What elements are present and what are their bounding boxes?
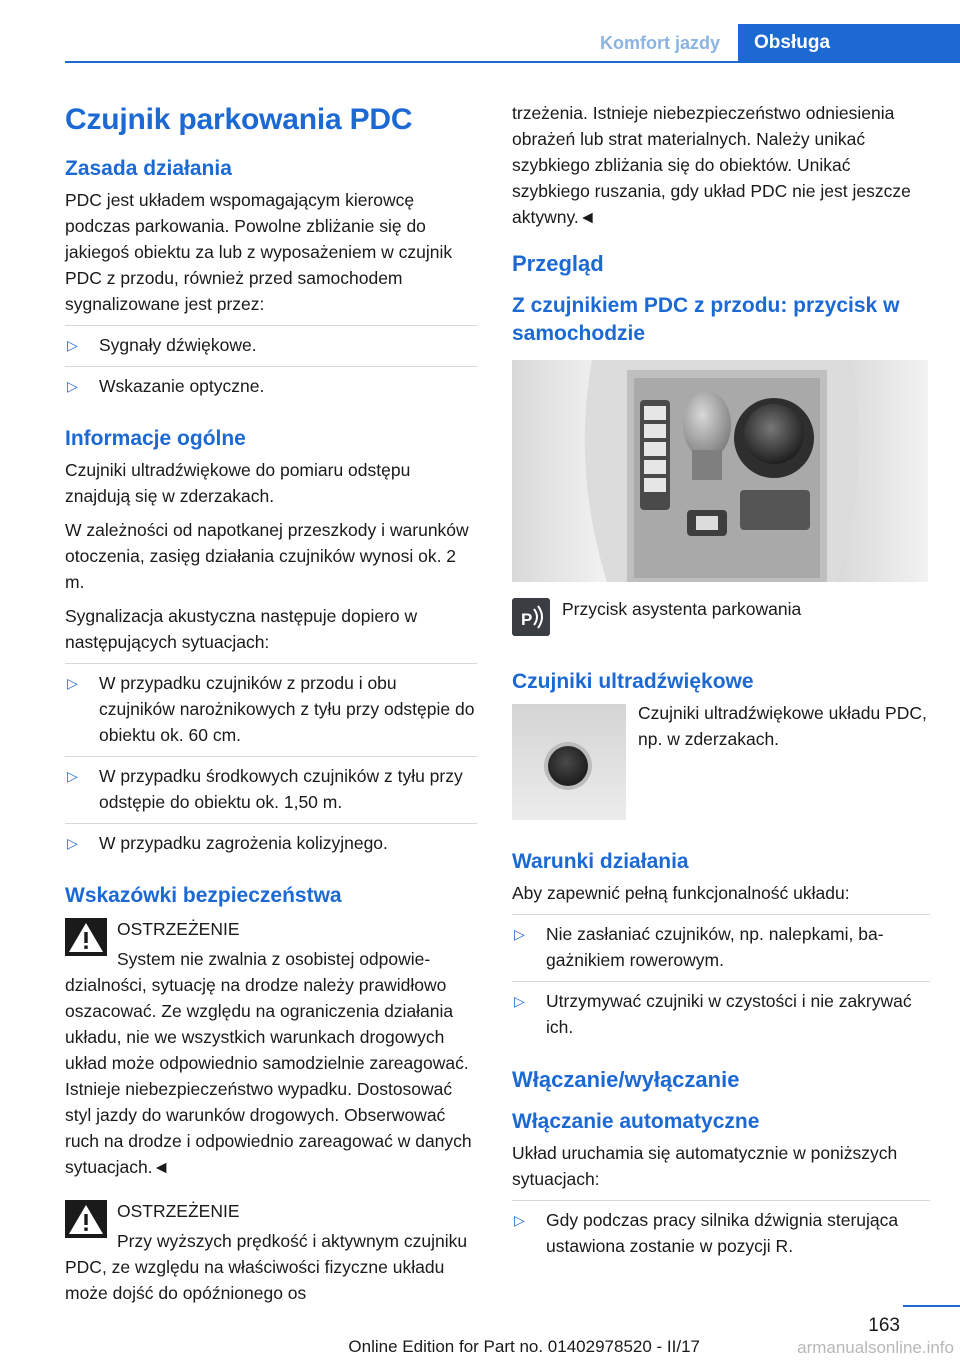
bullet-list bbox=[512, 1200, 930, 1267]
paragraph: Sygnalizacja akustyczna następuje dopiero w następujących sytuacjach: bbox=[65, 606, 418, 652]
sensor-block bbox=[512, 704, 930, 826]
section-heading-informacje: Informacje ogólne bbox=[65, 427, 246, 450]
list-item: ▷ Utrzymywać czujniki w czystości i nie zakrywać ich. bbox=[512, 981, 930, 1048]
section-heading-wlaczanie: Włączanie/wyłączanie bbox=[512, 1067, 740, 1092]
section-heading-czujniki: Czujniki ultradźwiękowe bbox=[512, 670, 754, 693]
warning-triangle-icon bbox=[65, 918, 107, 956]
bullet-list bbox=[65, 663, 477, 864]
bullet-list bbox=[512, 914, 930, 1048]
edition-text: Online Edition for Part no. 01402978520 - II/17 bbox=[348, 1337, 700, 1356]
section-heading-warunki: Warunki działania bbox=[512, 850, 689, 873]
ultrasonic-sensor-icon bbox=[548, 746, 588, 786]
paragraph: W zależności od napotkanej przeszkody i warunków otoczenia, zasięg działania czujników wynosi ok. 2 m. bbox=[65, 520, 469, 592]
button-caption bbox=[512, 596, 930, 642]
triangle-bullet-icon: ▷ bbox=[67, 378, 78, 394]
sensor-photo bbox=[512, 704, 626, 820]
section-heading-zasada: Zasada działania bbox=[65, 157, 232, 180]
list-item: ▷ Sygnały dźwiękowe. bbox=[65, 325, 477, 366]
section-heading-z-czujnikiem: Z czujnikiem PDC z przodu: przycisk w samochodzie bbox=[512, 294, 900, 345]
section-heading-automatyczne: Włączanie automatyczne bbox=[512, 1110, 760, 1133]
header-divider bbox=[65, 61, 960, 63]
watermark: armanualsonline.info bbox=[797, 1338, 954, 1357]
list-item: ▷ W przypadku zagrożenia kolizyjnego. bbox=[65, 823, 477, 864]
header-tabs bbox=[65, 24, 960, 62]
triangle-bullet-icon: ▷ bbox=[67, 835, 78, 851]
triangle-bullet-icon: ▷ bbox=[514, 926, 525, 942]
warning-block bbox=[65, 916, 477, 1180]
warning-text: System nie zwalnia z osobistej odpowiedzialności, sytuację na drodze należy prawidłowo oszacować. Ze względu na ograniczenia działania układu, nie we wszystkich warunkach drogowych układ może odpowiednio samodzielnie zareagować. Istnieje niebezpieczeństwo wypadku. Dostosować styl jazdy do warunków drogowych. Obserwować ruch na drodze i odpowiednio zareagować w danych sytuacjach.◄ bbox=[65, 949, 472, 1177]
section-heading-wskazowki: Wskazówki bezpieczeństwa bbox=[65, 884, 342, 907]
footer-divider bbox=[903, 1305, 960, 1307]
triangle-bullet-icon: ▷ bbox=[67, 768, 78, 784]
console-illustration bbox=[512, 360, 928, 582]
warning-title: OSTRZEŻENIE bbox=[117, 1201, 240, 1221]
center-console-photo bbox=[512, 360, 928, 582]
tab-obsluga[interactable]: Obsługa bbox=[738, 24, 960, 62]
bullet-list bbox=[65, 325, 477, 407]
triangle-bullet-icon: ▷ bbox=[67, 337, 78, 353]
svg-text:P: P bbox=[521, 610, 533, 629]
warning-triangle-icon bbox=[65, 1200, 107, 1238]
left-column bbox=[65, 95, 477, 1312]
paragraph: PDC jest układem wspomagającym kierowcę podczas parkowania. Powolne zbliżanie się do jakiegoś obiektu za lub z wyposażeniem w czujnik PDC z przodu, również przed samochodem sygnalizowane jest przez: bbox=[65, 190, 453, 314]
sensor-description: Czujniki ultradźwiękowe układu PDC, np. w zderzakach. bbox=[638, 703, 927, 749]
list-item: ▷ W przypadku środkowych czujników z tyłu przy odstępie do obiektu ok. 1,50 m. bbox=[65, 756, 477, 823]
list-item: ▷ Gdy podczas pracy silnika dźwignia sterująca ustawiona zostanie w pozycji R. bbox=[512, 1200, 930, 1267]
section-heading-przeglad: Przegląd bbox=[512, 251, 604, 276]
page-title: Czujnik parkowania PDC bbox=[65, 103, 413, 136]
list-item: ▷ Nie zasłaniać czujników, np. nalepkami, bagażnikiem rowerowym. bbox=[512, 914, 930, 981]
tab-komfort-jazdy[interactable]: Komfort jazdy bbox=[599, 33, 720, 53]
triangle-bullet-icon: ▷ bbox=[514, 1212, 525, 1228]
paragraph: trzeżenia. Istnieje niebezpieczeństwo odniesienia obrażeń lub strat materialnych. Należy unikać szybkiego zbliżania się do obiektów. Unikać szybkiego ruszania, gdy układ PDC nie jest jeszcze aktywny.◄ bbox=[512, 103, 911, 227]
triangle-bullet-icon: ▷ bbox=[514, 993, 525, 1009]
list-item: ▷ W przypadku czujników z przodu i obu czujników narożnikowych z tyłu przy odstępie do obiektu ok. 60 cm. bbox=[65, 663, 477, 756]
triangle-bullet-icon: ▷ bbox=[67, 675, 78, 691]
page-number: 163 bbox=[868, 1315, 900, 1336]
right-column bbox=[512, 100, 930, 1277]
warning-block bbox=[65, 1198, 477, 1306]
paragraph: Czujniki ultradźwiękowe do pomiaru odstępu znajdują się w zderzakach. bbox=[65, 460, 411, 506]
parking-assistant-button-icon bbox=[512, 598, 550, 636]
warning-text: Przy wyższych prędkość i aktywnym czujniku PDC, ze względu na właściwości fizyczne układu może dojść do opóźnionego os bbox=[65, 1231, 468, 1303]
button-caption-text: Przycisk asystenta parkowania bbox=[562, 599, 802, 619]
paragraph: Aby zapewnić pełną funkcjonalność układu: bbox=[512, 883, 850, 903]
warning-title: OSTRZEŻENIE bbox=[117, 919, 240, 939]
paragraph: Układ uruchamia się automatycznie w poniższych sytuacjach: bbox=[512, 1143, 898, 1189]
list-item: ▷ Wskazanie optyczne. bbox=[65, 366, 477, 407]
